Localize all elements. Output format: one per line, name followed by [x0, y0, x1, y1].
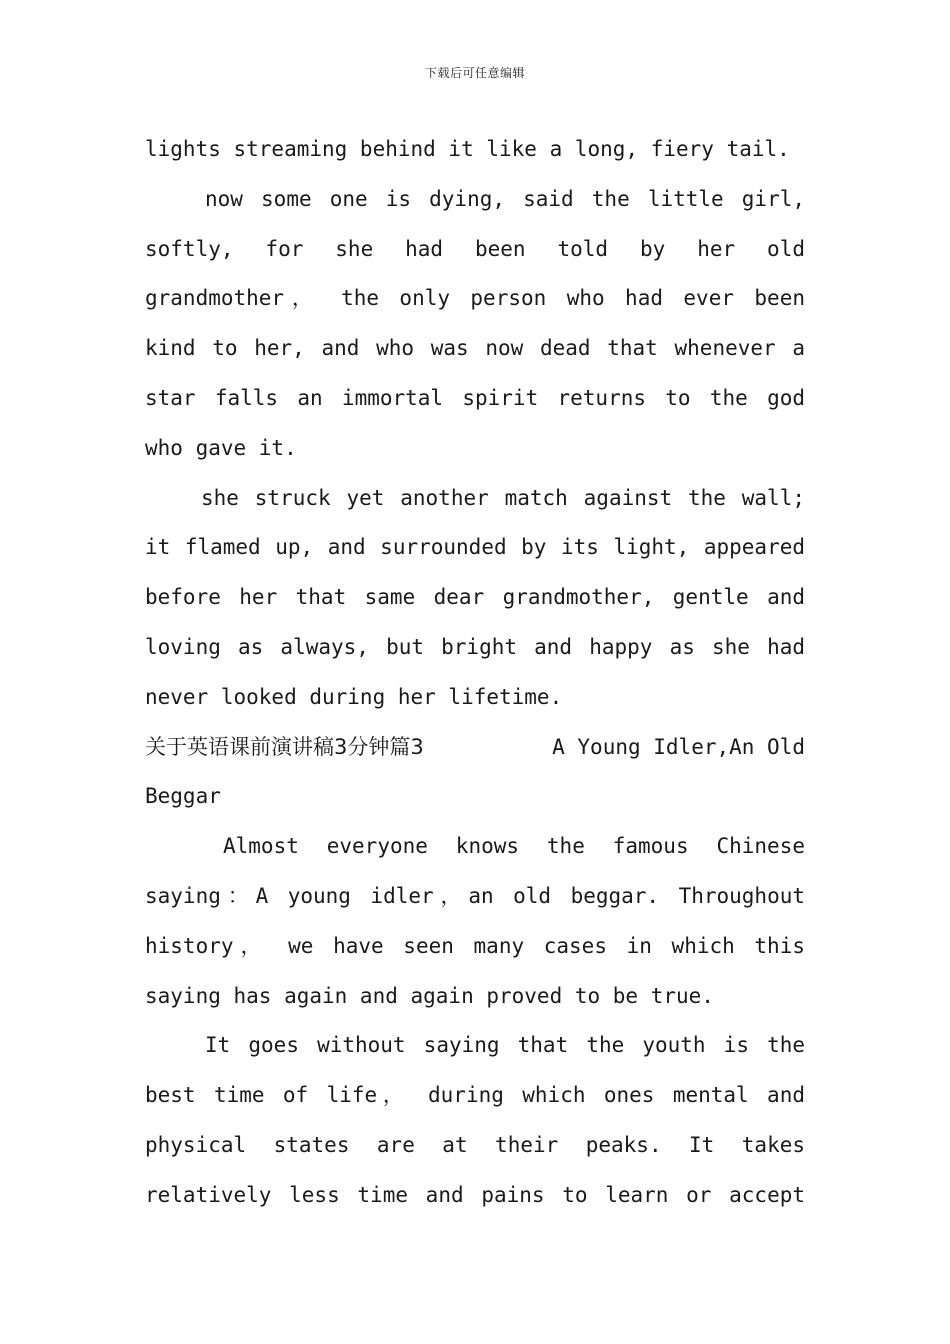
- text-line: who gave it.: [145, 435, 297, 460]
- section-heading-english: A Young Idler,An Old: [552, 734, 805, 759]
- text-line: never looked during her lifetime.: [145, 684, 563, 709]
- section-heading-title: 关于英语课前演讲稿3分钟篇3: [145, 734, 424, 759]
- document-body: [145, 125, 805, 1221]
- text-line: softly, for she had been told by her old: [145, 236, 805, 261]
- text-line: it flamed up, and surrounded by its light, appeared: [145, 535, 805, 560]
- text-line: saying has again and again proved to be true.: [145, 983, 714, 1008]
- text-line: It goes without saying that the youth is the: [205, 1033, 805, 1058]
- text-line: saying：A young idler，an old beggar. Throughout: [145, 883, 805, 908]
- text-line: best time of life， during which ones mental and: [145, 1083, 805, 1108]
- text-line: now some one is dying, said the little girl,: [205, 186, 805, 211]
- text-line: Almost everyone knows the famous Chinese: [223, 834, 805, 859]
- page-header-note: 下载后可任意编辑: [424, 66, 525, 80]
- text-line: before her that same dear grandmother, gentle and: [145, 585, 805, 610]
- text-line: lights streaming behind it like a long, fiery tail.: [145, 137, 790, 161]
- text-line: loving as always, but bright and happy as she had: [145, 634, 805, 659]
- text-line: kind to her, and who was now dead that whenever a: [145, 336, 805, 361]
- section-heading: [145, 723, 805, 773]
- text-line: relatively less time and pains to learn or accept: [145, 1182, 805, 1207]
- text-line: history， we have seen many cases in which this: [145, 933, 805, 958]
- text-line: star falls an immortal spirit returns to the god: [145, 385, 805, 410]
- section-heading-continuation: Beggar: [145, 784, 221, 809]
- text-line: she struck yet another match against the wall;: [201, 485, 805, 510]
- text-line: grandmother， the only person who had ever been: [145, 286, 805, 311]
- text-line: physical states are at their peaks. It takes: [145, 1132, 805, 1157]
